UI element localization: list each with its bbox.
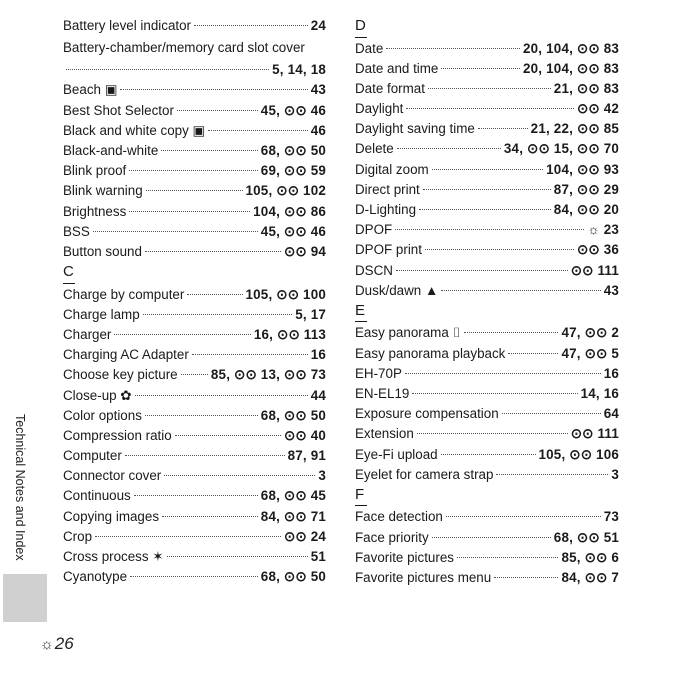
index-term: Black-and-white: [63, 142, 159, 158]
index-term: Face detection: [355, 509, 443, 525]
index-pages: 105, ⊙⊙ 100: [245, 286, 326, 302]
index-term: Copying images: [63, 508, 160, 524]
leader-dots: [406, 108, 574, 109]
leader-dots: [120, 89, 307, 90]
index-pages: 51: [310, 549, 326, 564]
index-entry: [63, 36, 326, 60]
index-entry: [63, 547, 326, 567]
index-letter-heading: E: [355, 301, 367, 323]
index-pages: 47, ⊙⊙ 5: [561, 345, 619, 361]
index-pages: ⊙⊙ 94: [283, 243, 326, 259]
leader-dots: [114, 334, 251, 335]
index-entry: [355, 220, 619, 240]
index-pages: 105, ⊙⊙ 106: [538, 446, 619, 462]
index-term: Continuous: [63, 488, 131, 504]
index-term: Digital zoom: [355, 161, 429, 177]
index-pages: 104, ⊙⊙ 86: [253, 203, 326, 219]
side-thumb-tab: [3, 574, 47, 622]
leader-dots: [177, 110, 258, 111]
leader-dots: [143, 314, 293, 315]
index-letter-heading: F: [355, 485, 367, 507]
leader-dots: [432, 537, 551, 538]
index-pages: 84, ⊙⊙ 7: [561, 570, 619, 585]
reference-sun-icon: ☼: [40, 636, 54, 653]
index-term: Charge lamp: [63, 306, 140, 322]
index-entry: [63, 285, 326, 305]
index-pages: ☼ 23: [587, 222, 619, 238]
index-term: Favorite pictures: [355, 549, 454, 565]
leader-dots: [145, 415, 258, 416]
index-pages: 68, ⊙⊙ 51: [553, 529, 619, 545]
index-entry: [355, 424, 619, 444]
index-entry: [355, 548, 619, 568]
index-term: Charging AC Adapter: [63, 347, 189, 363]
index-pages: 14, 16: [580, 386, 619, 401]
index-entry: [63, 121, 326, 141]
leader-dots: [419, 209, 551, 210]
leader-dots: [496, 474, 608, 475]
index-entry: [355, 344, 619, 364]
index-entry: [355, 59, 619, 79]
index-pages: 46: [310, 122, 326, 138]
page-number-value: 26: [54, 634, 74, 653]
leader-dots: [446, 516, 601, 517]
page-number: [40, 634, 74, 654]
index-term: Date format: [355, 80, 425, 96]
index-term: Face priority: [355, 529, 429, 545]
index-entry-continuation: [63, 60, 326, 80]
index-pages: 85, ⊙⊙ 6: [561, 549, 619, 565]
index-pages: 85, ⊙⊙ 13, ⊙⊙ 73: [210, 367, 326, 383]
index-pages: 105, ⊙⊙ 102: [245, 183, 326, 199]
index-term: Beach ▣: [63, 82, 118, 98]
leader-dots: [395, 229, 584, 230]
index-entry: [355, 384, 619, 404]
index-term: Best Shot Selector: [63, 102, 174, 118]
index-entry: [63, 80, 326, 100]
leader-dots: [494, 577, 558, 578]
leader-dots: [95, 536, 281, 537]
index-pages: 16: [310, 347, 326, 363]
index-term: DSCN: [355, 262, 393, 278]
index-term: Computer: [63, 448, 122, 464]
leader-dots: [93, 231, 258, 232]
index-entry: [355, 99, 619, 119]
index-term: Easy panorama playback: [355, 345, 506, 361]
index-entry: [63, 527, 326, 547]
index-entry: [355, 404, 619, 424]
index-pages: 87, 91: [287, 448, 326, 464]
leader-dots: [208, 130, 308, 131]
index-term: Delete: [355, 141, 394, 157]
leader-dots: [502, 413, 601, 414]
index-term: DPOF: [355, 222, 393, 238]
index-entry: [63, 426, 326, 446]
index-entry: [63, 325, 326, 345]
leader-dots: [194, 25, 308, 26]
index-pages: 45, ⊙⊙ 46: [260, 102, 326, 118]
index-term: Direct print: [355, 181, 420, 197]
side-section-label: Technical Notes and Index: [13, 414, 27, 561]
index-term: Black and white copy ▣: [63, 122, 206, 138]
index-term: Exposure compensation: [355, 406, 499, 422]
index-term: Easy panorama ⌷: [355, 325, 461, 341]
index-entry: [63, 161, 326, 181]
leader-dots: [386, 48, 520, 49]
index-entry: [63, 222, 326, 242]
leader-dots: [428, 88, 551, 89]
index-letter-heading: D: [355, 16, 367, 38]
index-term: BSS: [63, 223, 90, 239]
index-entry: [63, 507, 326, 527]
index-term: Color options: [63, 407, 142, 423]
leader-dots: [162, 516, 258, 517]
leader-dots: [396, 270, 568, 271]
index-term: Date: [355, 40, 384, 56]
index-pages: 34, ⊙⊙ 15, ⊙⊙ 70: [503, 141, 619, 157]
index-pages: 3: [318, 468, 326, 484]
index-entry: [63, 406, 326, 426]
index-term: Eyelet for camera strap: [355, 466, 494, 482]
index-pages: 64: [603, 406, 619, 422]
index-term: Date and time: [355, 60, 439, 76]
index-term: Daylight saving time: [355, 121, 475, 137]
leader-dots: [441, 290, 600, 291]
leader-dots: [425, 249, 574, 250]
index-term: Close-up ✿: [63, 387, 132, 403]
index-term: Brightness: [63, 203, 127, 219]
leader-dots: [432, 169, 543, 170]
index-term: Daylight: [355, 101, 404, 117]
leader-dots: [181, 374, 208, 375]
leader-dots: [167, 556, 308, 557]
index-entry: [63, 345, 326, 365]
index-entry: [355, 507, 619, 527]
index-entry: [355, 323, 619, 343]
index-entry: [355, 528, 619, 548]
leader-dots: [134, 495, 258, 496]
index-entry: [63, 365, 326, 385]
index-column-left: [63, 16, 326, 587]
index-term: Button sound: [63, 243, 142, 259]
index-term: Dusk/dawn ▲: [355, 282, 439, 298]
index-entry: [63, 446, 326, 466]
index-pages: 16: [603, 365, 619, 381]
index-entry: [63, 567, 326, 587]
index-pages: 68, ⊙⊙ 50: [260, 407, 326, 423]
index-term: Compression ratio: [63, 427, 172, 443]
index-pages: 87, ⊙⊙ 29: [553, 181, 619, 197]
index-entry: [355, 79, 619, 99]
index-entry: [355, 568, 619, 588]
index-pages: ⊙⊙ 111: [570, 426, 619, 442]
index-term: Favorite pictures menu: [355, 570, 492, 585]
leader-dots: [66, 69, 269, 70]
index-term: Crop: [63, 528, 93, 544]
index-entry: [63, 386, 326, 406]
index-entry: [63, 181, 326, 201]
leader-dots: [125, 455, 285, 456]
index-entry: [63, 202, 326, 222]
index-pages: ⊙⊙ 40: [283, 427, 326, 443]
index-pages: 5, 17: [295, 306, 326, 322]
index-pages: 45, ⊙⊙ 46: [260, 223, 326, 239]
leader-dots: [146, 190, 243, 191]
index-pages: 43: [310, 82, 326, 98]
index-pages: 43: [603, 282, 619, 298]
leader-dots: [478, 128, 528, 129]
index-entry: [355, 119, 619, 139]
index-pages: 68, ⊙⊙ 50: [260, 142, 326, 158]
index-entry: [63, 305, 326, 325]
index-pages: 47, ⊙⊙ 2: [561, 325, 619, 341]
index-entry: [355, 364, 619, 384]
leader-dots: [464, 332, 559, 333]
index-pages: 68, ⊙⊙ 45: [260, 488, 326, 504]
index-entry: [355, 200, 619, 220]
index-entry: [355, 180, 619, 200]
index-term: Eye-Fi upload: [355, 446, 438, 462]
index-pages: 20, 104, ⊙⊙ 83: [523, 40, 619, 56]
index-term: DPOF print: [355, 242, 422, 258]
index-entry: [63, 486, 326, 506]
index-term: Battery level indicator: [63, 18, 192, 33]
leader-dots: [175, 435, 281, 436]
index-term: Cross process ✶: [63, 549, 164, 564]
index-letter-heading: C: [63, 262, 75, 284]
leader-dots: [130, 576, 258, 577]
index-pages: 24: [310, 18, 326, 33]
leader-dots: [412, 393, 577, 394]
index-entry: [355, 445, 619, 465]
index-pages: 69, ⊙⊙ 59: [260, 163, 326, 179]
index-pages: ⊙⊙ 42: [576, 101, 619, 117]
index-term: Charger: [63, 326, 112, 342]
index-pages: 44: [310, 387, 326, 403]
leader-dots: [129, 170, 258, 171]
index-pages: 104, ⊙⊙ 93: [546, 161, 619, 177]
index-entry: [355, 261, 619, 281]
index-pages: 21, ⊙⊙ 83: [553, 80, 619, 96]
leader-dots: [192, 354, 308, 355]
leader-dots: [161, 150, 258, 151]
index-entry: [63, 16, 326, 36]
index-term: EH-70P: [355, 365, 402, 381]
leader-dots: [441, 68, 520, 69]
index-term: EN-EL19: [355, 386, 410, 401]
index-entry: [355, 139, 619, 159]
leader-dots: [423, 189, 551, 190]
index-pages: 20, 104, ⊙⊙ 83: [523, 60, 619, 76]
leader-dots: [405, 373, 601, 374]
leader-dots: [508, 353, 558, 354]
index-term: Cyanotype: [63, 569, 128, 585]
index-pages: 84, ⊙⊙ 20: [553, 202, 619, 217]
index-entry: [355, 465, 619, 485]
index-pages: 3: [611, 466, 619, 482]
index-pages: ⊙⊙ 24: [283, 528, 326, 544]
index-term: Connector cover: [63, 468, 162, 484]
leader-dots: [457, 557, 558, 558]
index-entry: [355, 240, 619, 260]
leader-dots: [441, 454, 536, 455]
index-pages: 68, ⊙⊙ 50: [260, 569, 326, 585]
leader-dots: [145, 251, 281, 252]
index-term: Blink warning: [63, 183, 143, 199]
leader-dots: [417, 433, 568, 434]
index-entry: [355, 281, 619, 301]
index-pages: 16, ⊙⊙ 113: [253, 326, 326, 342]
index-entry: [63, 141, 326, 161]
leader-dots: [135, 395, 308, 396]
index-term: Battery-chamber/memory card slot cover: [63, 40, 305, 56]
index-term: Extension: [355, 426, 414, 442]
index-pages: ⊙⊙ 36: [576, 242, 619, 258]
index-term: Charge by computer: [63, 286, 185, 302]
index-entry: [63, 101, 326, 121]
index-pages: 84, ⊙⊙ 71: [260, 508, 326, 524]
index-term: Choose key picture: [63, 367, 178, 383]
index-pages: 21, 22, ⊙⊙ 85: [530, 121, 619, 137]
index-entry: [355, 39, 619, 59]
index-entry: [63, 466, 326, 486]
index-pages: ⊙⊙ 111: [570, 262, 619, 278]
leader-dots: [187, 294, 242, 295]
leader-dots: [397, 148, 501, 149]
index-term: D-Lighting: [355, 202, 417, 217]
index-pages: 73: [603, 509, 619, 525]
index-entry: [63, 242, 326, 262]
index-term: Blink proof: [63, 163, 127, 179]
leader-dots: [129, 211, 250, 212]
leader-dots: [164, 475, 315, 476]
index-column-right: [355, 16, 619, 588]
index-entry: [355, 160, 619, 180]
index-pages: 5, 14, 18: [272, 62, 326, 78]
